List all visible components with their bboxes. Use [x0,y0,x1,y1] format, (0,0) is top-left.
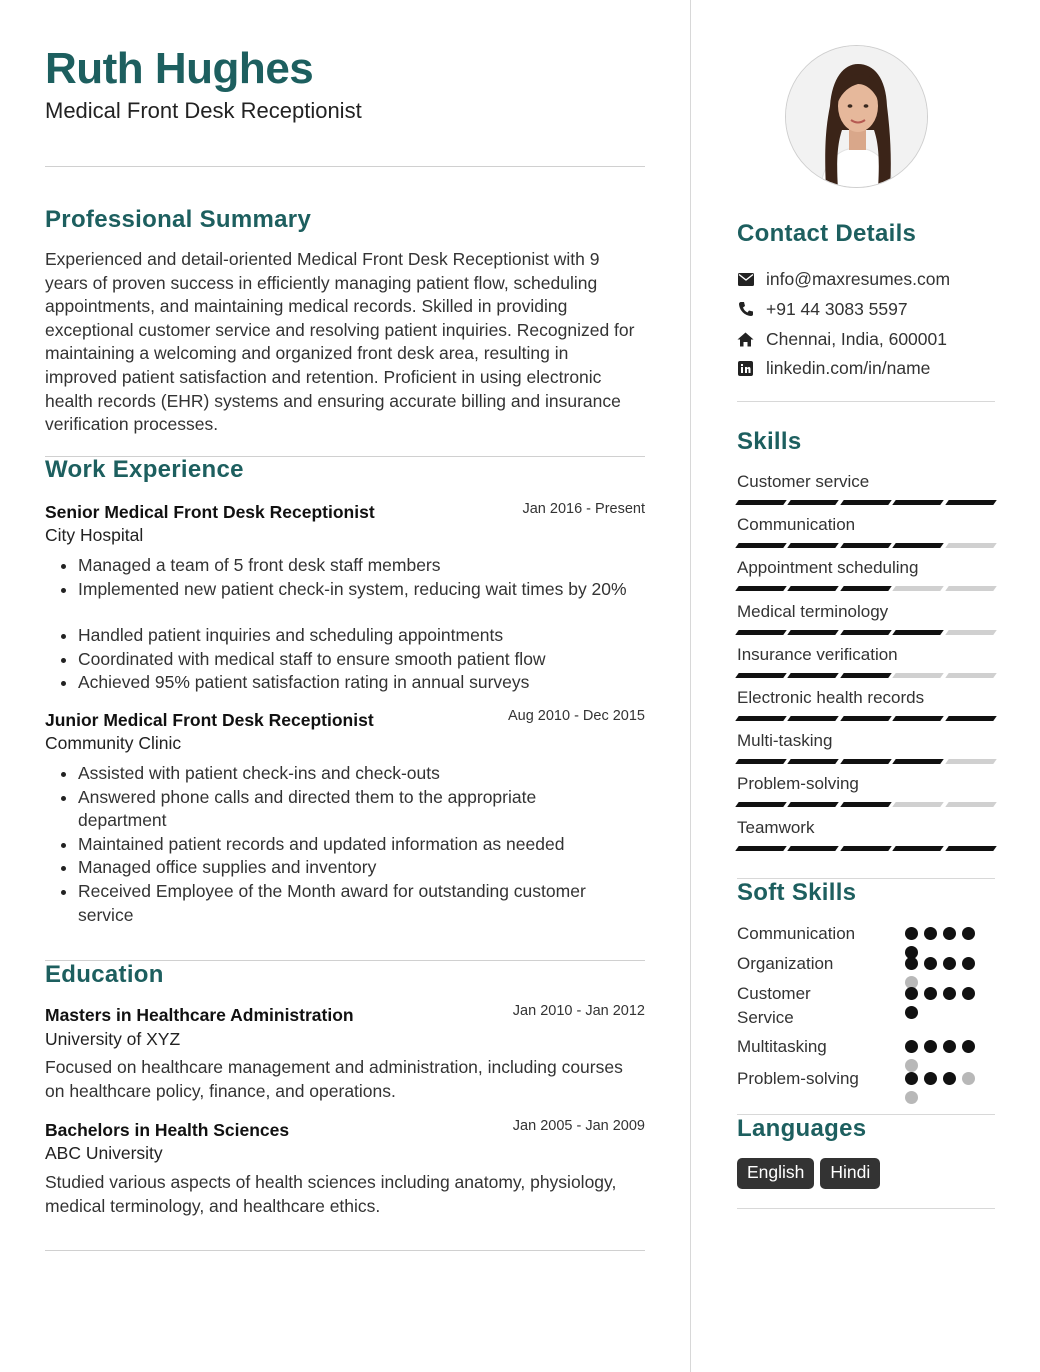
skill-rating-segment [840,716,892,721]
skill-rating-segment [788,802,840,807]
degree-description: Studied various aspects of health sciences including anatomy, physiology, medical terminology, and healthcare ethics. [45,1172,617,1216]
email-text: info@maxresumes.com [766,268,951,289]
skill-rating-segment [945,759,997,764]
skill-rating-segment [735,802,787,807]
skill-label: Problem-solving [737,774,859,793]
skill-label: Medical terminology [737,602,889,621]
skill-label: Communication [737,515,856,534]
list-item: Maintained patient records and updated information as needed [45,833,625,857]
skill-rating-bar [737,586,995,591]
soft-skill-label: Customer Service [737,984,811,1027]
skill-rating-segment [735,543,787,548]
soft-skill-rating [905,957,985,989]
degree-title: Bachelors in Health Sciences [45,1120,290,1140]
skill-rating-segment [892,500,944,505]
rating-dot [962,957,975,970]
experience-heading: Work Experience [45,456,244,483]
soft-skill-rating [905,1072,985,1104]
list-item: Managed office supplies and inventory [45,856,625,880]
rating-dot [924,987,937,1000]
skill-label: Multi-tasking [737,731,833,750]
contact-linkedin[interactable] [737,357,930,379]
summary-heading: Professional Summary [45,206,312,233]
soft-skill-rating [905,927,985,959]
rating-dot [905,1006,918,1019]
rating-dot [962,927,975,940]
job-bullets [45,762,625,927]
soft-skills-heading: Soft Skills [737,879,857,906]
rating-dot [924,957,937,970]
job-organization: City Hospital [45,525,144,545]
skill-rating-segment [892,802,944,807]
skill-rating-segment [840,586,892,591]
degree-dates: Jan 2005 - Jan 2009 [512,1118,645,1134]
skill-rating-segment [892,673,944,678]
job-dates: Aug 2010 - Dec 2015 [507,708,645,724]
rating-dot [943,987,956,1000]
skill-rating-segment [945,630,997,635]
skill-label: Insurance verification [737,645,898,664]
skill-label: Electronic health records [737,688,925,707]
job-bullets [45,554,645,601]
profile-photo [785,45,928,188]
job-dates: Jan 2016 - Present [522,501,645,517]
skill-rating-segment [840,630,892,635]
skill-rating-bar [737,716,995,721]
soft-skill-label: Problem-solving [737,1069,859,1088]
skill-rating-segment [788,759,840,764]
rating-dot [924,1040,937,1053]
skill-rating-segment [892,716,944,721]
rating-dot [905,957,918,970]
contact-heading: Contact Details [737,220,917,247]
section-divider [737,401,995,402]
skill-rating-segment [945,716,997,721]
skill-rating-segment [945,500,997,505]
contact-phone[interactable] [737,298,908,320]
skill-rating-segment [788,716,840,721]
rating-dot [962,987,975,1000]
phone-text: +91 44 3083 5597 [766,298,908,319]
list-item: Answered phone calls and directed them to the appropriate department [45,786,625,833]
skill-rating-segment [735,846,787,851]
skill-label: Teamwork [737,818,815,837]
skill-rating-segment [945,802,997,807]
skill-rating-segment [840,673,892,678]
school-name: ABC University [45,1143,163,1163]
header-divider [45,166,645,167]
rating-dot [943,1072,956,1085]
skill-rating-segment [945,846,997,851]
rating-dot [905,1040,918,1053]
education-heading: Education [45,961,164,988]
list-item: Assisted with patient check-ins and check-outs [45,762,625,786]
skill-label: Appointment scheduling [737,558,919,577]
skills-heading: Skills [737,428,802,455]
list-item: Managed a team of 5 front desk staff members [45,554,645,578]
envelope-icon [737,271,754,288]
skill-rating-segment [840,846,892,851]
skill-rating-segment [735,630,787,635]
job-bullets [45,624,645,695]
skill-rating-segment [945,543,997,548]
rating-dot [943,1040,956,1053]
skill-rating-bar [737,543,995,548]
list-item: Received Employee of the Month award for outstanding customer service [45,880,625,927]
skill-rating-segment [788,846,840,851]
school-name: University of XYZ [45,1029,181,1049]
candidate-title: Medical Front Desk Receptionist [45,98,362,123]
skill-rating-segment [840,802,892,807]
skill-rating-segment [735,759,787,764]
candidate-name: Ruth Hughes [45,44,314,93]
language-badge: English [737,1158,814,1189]
skill-rating-segment [945,586,997,591]
rating-dot [943,957,956,970]
skill-rating-segment [840,500,892,505]
address-text: Chennai, India, 600001 [766,328,947,349]
skill-rating-segment [892,759,944,764]
skill-rating-segment [735,673,787,678]
degree-dates: Jan 2010 - Jan 2012 [512,1003,645,1019]
skill-rating-bar [737,846,995,851]
skill-label: Customer service [737,472,870,491]
linkedin-text: linkedin.com/in/name [766,357,931,378]
footer-divider [45,1250,645,1251]
rating-dot [905,987,918,1000]
skill-rating-segment [892,586,944,591]
skill-rating-segment [735,716,787,721]
rating-dot [962,1072,975,1085]
column-divider [690,0,691,1372]
skill-rating-bar [737,500,995,505]
contact-email[interactable] [737,268,950,290]
skill-rating-segment [892,630,944,635]
skill-rating-segment [788,543,840,548]
soft-skill-label: Multitasking [737,1037,827,1056]
degree-title: Masters in Healthcare Administration [45,1005,354,1025]
list-item: Achieved 95% patient satisfaction rating in annual surveys [45,671,645,695]
language-badge: Hindi [820,1158,880,1189]
rating-dot [905,1091,918,1104]
skill-rating-segment [788,586,840,591]
skill-rating-segment [840,759,892,764]
soft-skill-label: Communication [737,924,856,943]
rating-dot [905,1059,918,1072]
languages-list [737,1158,880,1189]
rating-dot [943,927,956,940]
rating-dot [905,1072,918,1085]
skill-rating-segment [892,846,944,851]
rating-dot [905,927,918,940]
job-title: Senior Medical Front Desk Receptionist [45,502,375,522]
home-icon [737,331,754,348]
list-item: Coordinated with medical staff to ensure smooth patient flow [45,648,645,672]
contact-address [737,328,947,350]
phone-icon [737,301,754,318]
skill-rating-bar [737,759,995,764]
list-item: Implemented new patient check-in system, reducing wait times by 20% [45,578,645,602]
soft-skill-label: Organization [737,954,834,973]
soft-skill-rating [905,987,985,1019]
job-organization: Community Clinic [45,733,182,753]
degree-description: Focused on healthcare management and administration, including courses on healthcare policy, finance, and operations. [45,1057,623,1101]
summary-text: Experienced and detail-oriented Medical Front Desk Receptionist with 9 years of proven success in efficiently managing patient flow, scheduling appointments, and maintaining medical records. Skilled in providing exceptional customer service and resolving patient inquiries. Recognized for maintaining a welcoming and organized front desk area, resulting in improved patient satisfaction and retention. Proficient in using electronic health records (EHR) systems and ensuring accurate billing and insurance verification processes. [45,249,635,435]
skill-rating-segment [788,500,840,505]
skill-rating-segment [788,673,840,678]
rating-dot [924,1072,937,1085]
list-item: Handled patient inquiries and scheduling appointments [45,624,645,648]
skill-rating-segment [945,673,997,678]
skill-rating-segment [892,543,944,548]
linkedin-icon [737,360,754,377]
skill-rating-bar [737,630,995,635]
soft-skill-rating [905,1040,985,1072]
rating-dot [962,1040,975,1053]
skill-rating-segment [735,500,787,505]
profile-photo-illustration [786,46,928,188]
skill-rating-segment [788,630,840,635]
languages-heading: Languages [737,1115,867,1142]
skill-rating-segment [840,543,892,548]
skill-rating-bar [737,802,995,807]
rating-dot [924,927,937,940]
skill-rating-segment [735,586,787,591]
job-title: Junior Medical Front Desk Receptionist [45,710,374,730]
section-divider [737,1208,995,1209]
skill-rating-bar [737,673,995,678]
